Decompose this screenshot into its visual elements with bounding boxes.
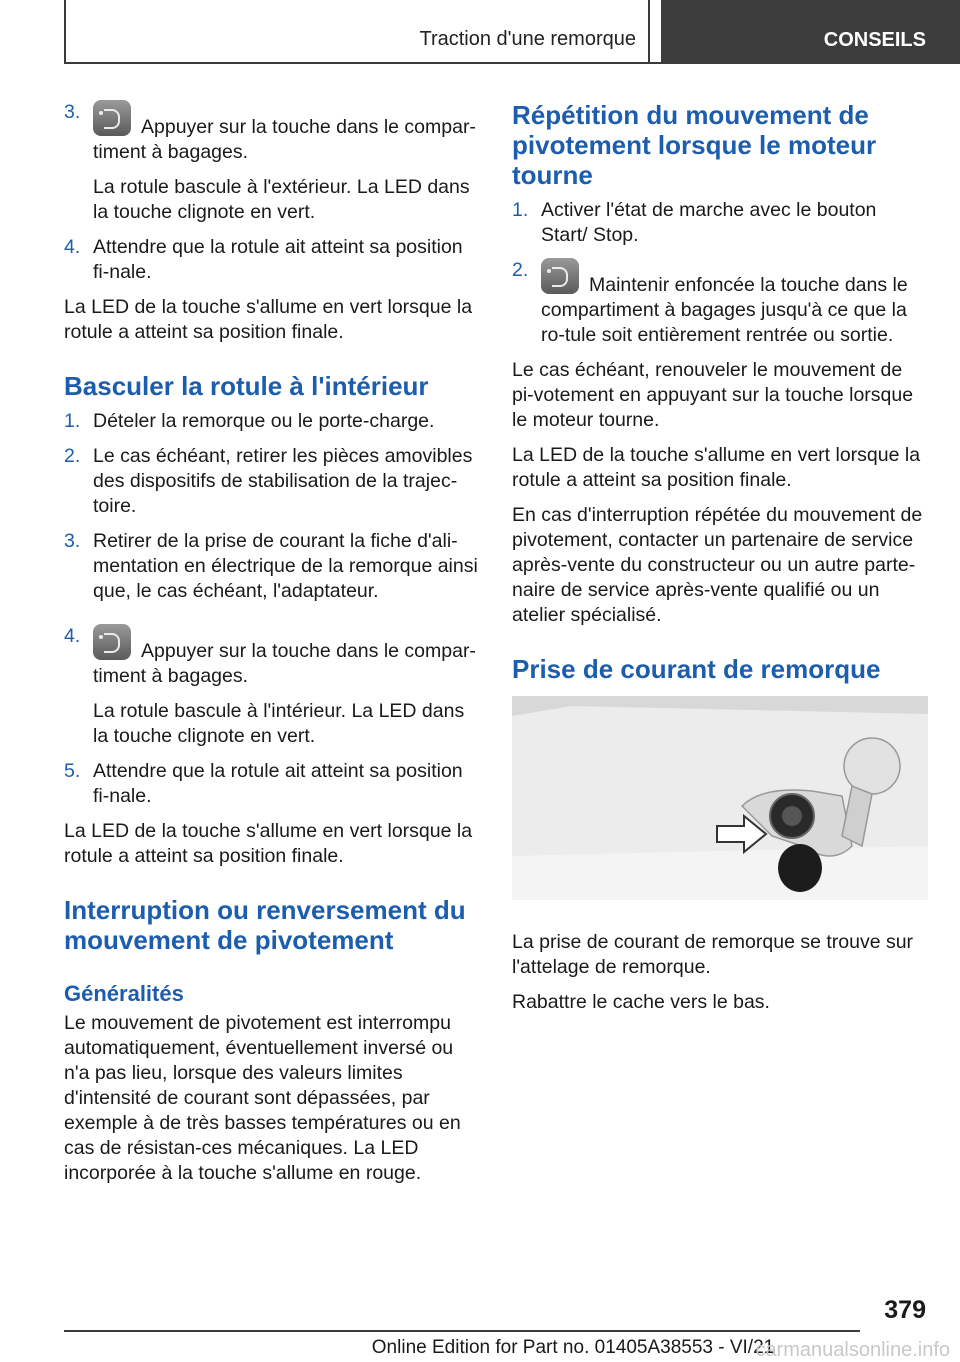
heading-repeat: Répétition du mouvement de pivotement lorsque le moteur tourne (512, 100, 877, 190)
step-text: Le cas échéant, retirer les pièces amovibles des dispositifs de stabilisation de la trajec-toire. (93, 445, 473, 517)
header-rule-mid (648, 0, 650, 64)
paragraph: La LED de la touche s'allume en vert lorsque la rotule a atteint sa position finale. (512, 444, 921, 491)
step-item (512, 258, 928, 348)
trailer-hitch-button-icon (93, 100, 131, 136)
step-number: 3. (64, 101, 81, 123)
step-text: Attendre que la rotule ait atteint sa position fi-nale. (93, 236, 463, 283)
step-number: 1. (64, 410, 81, 432)
footer-rule (64, 1330, 860, 1332)
step-text: Dételer la remorque ou le porte-charge. (93, 410, 435, 432)
paragraph: En cas d'interruption répétée du mouvement de pivotement, contacter un partenaire de service après-vente du constructeur ou un autre parte-naire de service après-vente qualifié ou un atelier spécialisé. (512, 504, 923, 626)
watermark: carmanualsonline.info (755, 1339, 950, 1361)
step-number: 3. (64, 530, 81, 552)
step-text: Appuyer sur la touche dans le compar-timent à bagages. (93, 640, 476, 687)
trailer-socket-illustration (512, 696, 928, 900)
step-number: 4. (64, 236, 81, 258)
step-text: Attendre que la rotule ait atteint sa position fi-nale. (93, 760, 463, 807)
paragraph: Le cas échéant, renouveler le mouvement de pi-votement en appuyant sur la touche lorsque le moteur tourne. (512, 359, 914, 431)
section-title: Traction d'une remorque (419, 28, 636, 50)
step-item (64, 444, 478, 519)
heading-interruption: Interruption ou renversement du mouvement de pivotement (64, 895, 466, 955)
step-item (512, 198, 928, 248)
step-item (64, 759, 478, 809)
step-item (64, 529, 478, 604)
paragraph: La LED de la touche s'allume en vert lorsque la rotule a atteint sa position finale. (64, 820, 473, 867)
step-number: 2. (512, 259, 529, 281)
footer-edition-text: Online Edition for Part no. 01405A38553 - VI/21 (371, 1337, 775, 1358)
paragraph: Le mouvement de pivotement est interrompu automatiquement, éventuellement inversé ou n'a pas lieu, lorsque des valeurs limites d'intensité de courant sont dépassées, par exemple à de très basses températures ou en cas de résistan-ces mécaniques. La LED incorporée à la touche s'allume en rouge. (64, 1012, 461, 1184)
steps-out (64, 100, 478, 285)
left-column (64, 100, 478, 1196)
step-item (64, 235, 478, 285)
step-text: Activer l'état de marche avec le bouton Start/ Stop. (541, 199, 877, 246)
step-result: La rotule bascule à l'extérieur. La LED dans la touche clignote en vert. (93, 176, 470, 223)
right-column (512, 100, 928, 1025)
step-result: La rotule bascule à l'intérieur. La LED dans la touche clignote en vert. (93, 700, 465, 747)
trailer-hitch-button-icon (93, 624, 131, 660)
paragraph: La LED de la touche s'allume en vert lorsque la rotule a atteint sa position finale. (64, 296, 473, 343)
step-text: Appuyer sur la touche dans le compar-timent à bagages. (93, 116, 476, 163)
subheading-general: Généralités (64, 981, 184, 1006)
heading-swing-in: Basculer la rotule à l'intérieur (64, 371, 429, 401)
step-number: 4. (64, 625, 81, 647)
trailer-hitch-button-icon (541, 258, 579, 294)
page-number: 379 (884, 1296, 926, 1324)
step-item (64, 409, 478, 434)
header-rule-left (64, 0, 66, 64)
step-item (64, 100, 478, 225)
chapter-tab[interactable] (661, 0, 960, 64)
step-text: Maintenir enfoncée la touche dans le compartiment à bagages jusqu'à ce que la ro-tule soit entièrement rentrée ou sortie. (541, 274, 908, 346)
paragraph: La prise de courant de remorque se trouve sur l'attelage de remorque. (512, 931, 914, 978)
step-text: Retirer de la prise de courant la fiche d'ali-mentation en électrique de la remorque ainsi que, le cas échéant, l'adaptateur. (93, 530, 478, 602)
step-item (64, 624, 478, 749)
paragraph: Rabattre le cache vers le bas. (512, 991, 770, 1013)
heading-trailer-socket: Prise de courant de remorque (512, 654, 881, 684)
step-number: 2. (64, 445, 81, 467)
step-number: 1. (512, 199, 529, 221)
step-number: 5. (64, 760, 81, 782)
steps-in (64, 409, 478, 809)
chapter-tab-label: CONSEILS (823, 29, 926, 51)
